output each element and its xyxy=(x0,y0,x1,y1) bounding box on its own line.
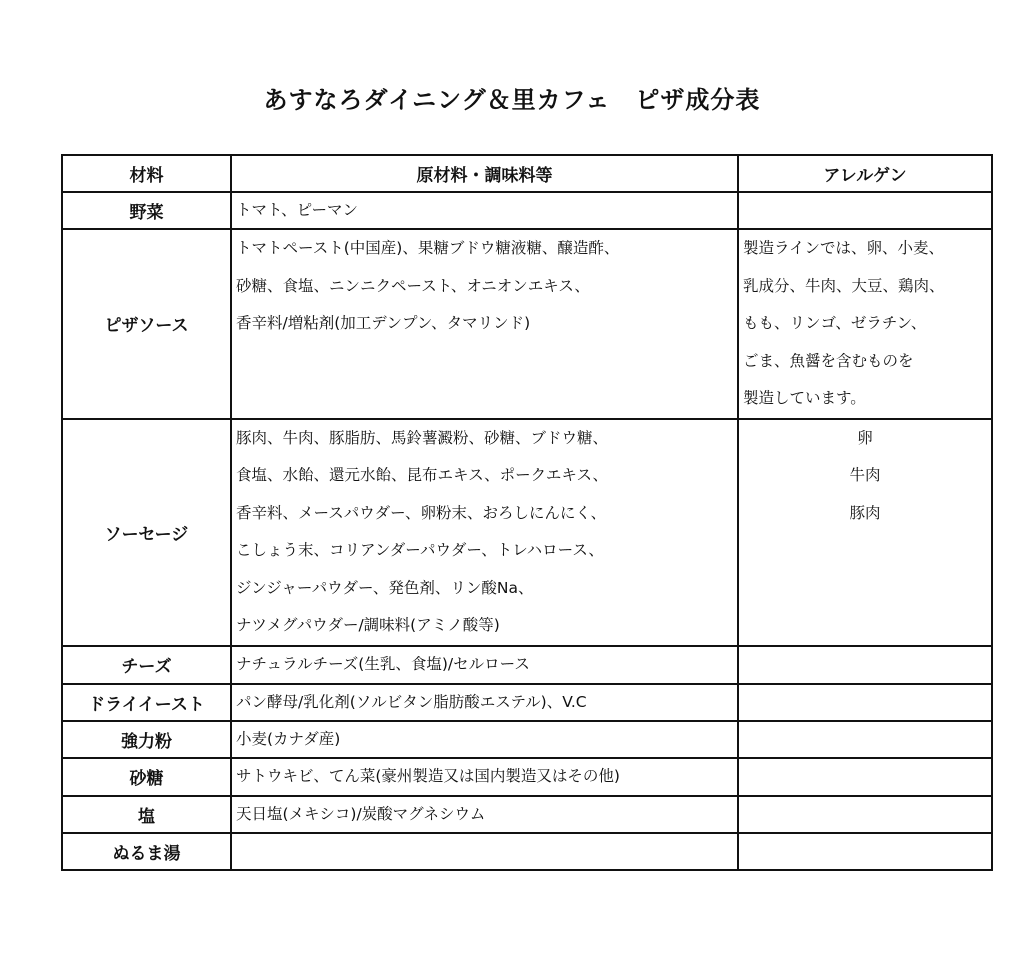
material-cell: 野菜 xyxy=(62,192,231,229)
ingredients-cell xyxy=(231,229,738,419)
ingredient-line: 香辛料、メースパウダー、卵粉末、おろしにんにく、 xyxy=(236,503,607,522)
material-cell: 強力粉 xyxy=(62,721,231,758)
allergen-line: 豚肉 xyxy=(849,503,881,522)
allergen-cell xyxy=(738,833,992,870)
table-row-lukewarm-water xyxy=(62,833,992,870)
ingredient-line: ナツメグパウダー/調味料(アミノ酸等) xyxy=(236,616,500,634)
header-material: 材料 xyxy=(62,155,231,192)
allergen-cell xyxy=(738,758,992,796)
ingredient-line: 天日塩(メキシコ)/炭酸マグネシウム xyxy=(236,804,486,823)
header-ingredients: 原材料・調味料等 xyxy=(231,155,738,192)
allergen-cell xyxy=(738,229,992,419)
ingredient-line: 豚肉、牛肉、豚脂肪、馬鈴薯澱粉、砂糖、ブドウ糖、 xyxy=(236,428,609,447)
table-row-dry-yeast xyxy=(62,684,992,721)
material-cell: ぬるま湯 xyxy=(62,833,231,870)
allergen-line: 乳成分、牛肉、大豆、鶏肉、 xyxy=(743,276,945,295)
ingredient-line: ジンジャーパウダー、発色剤、リン酸Na、 xyxy=(236,578,534,597)
ingredients-cell xyxy=(231,758,738,796)
table-row-salt xyxy=(62,796,992,833)
ingredient-table xyxy=(61,154,993,871)
ingredients-cell xyxy=(231,833,738,870)
table-row-sausage xyxy=(62,419,992,646)
material-cell: 砂糖 xyxy=(62,758,231,796)
ingredients-cell xyxy=(231,796,738,833)
page-title: あすなろダイニング＆里カフェ ピザ成分表 xyxy=(263,86,761,114)
table-row-bread-flour xyxy=(62,721,992,758)
material-cell: ソーセージ xyxy=(62,419,231,646)
ingredient-line: 香辛料/増粘剤(加工デンプン、タマリンド) xyxy=(236,314,531,332)
allergen-cell xyxy=(738,684,992,721)
table-row-vegetables xyxy=(62,192,992,229)
ingredient-line: トマト、ピーマン xyxy=(236,201,358,219)
ingredients-cell xyxy=(231,192,738,229)
ingredient-line: 食塩、水飴、還元水飴、昆布エキス、ポークエキス、 xyxy=(236,466,609,484)
allergen-line: ごま、魚醤を含むものを xyxy=(743,351,914,370)
ingredients-cell xyxy=(231,646,738,684)
material-cell: チーズ xyxy=(62,646,231,684)
allergen-cell xyxy=(738,796,992,833)
material-cell: ピザソース xyxy=(62,229,231,419)
allergen-cell xyxy=(738,419,992,646)
ingredient-line: 小麦(カナダ産) xyxy=(236,729,341,748)
table-row-pizza-sauce xyxy=(62,229,992,419)
allergen-line: 牛肉 xyxy=(849,466,881,484)
allergen-line: もも、リンゴ、ゼラチン、 xyxy=(743,314,927,332)
ingredient-line: ナチュラルチーズ(生乳、食塩)/セルロース xyxy=(236,654,530,673)
allergen-cell xyxy=(738,721,992,758)
table-row-sugar xyxy=(62,758,992,796)
allergen-line: 製造ラインでは、卵、小麦、 xyxy=(743,239,945,257)
allergen-cell xyxy=(738,646,992,684)
ingredient-line: サトウキビ、てん菜(豪州製造又は国内製造又はその他) xyxy=(236,766,620,785)
allergen-line: 卵 xyxy=(857,428,873,447)
material-cell: ドライイースト xyxy=(62,684,231,721)
header-allergen: アレルゲン xyxy=(738,155,992,192)
ingredient-line: パン酵母/乳化剤(ソルビタン脂肪酸エステル)、V.C xyxy=(236,692,587,711)
allergen-cell xyxy=(738,192,992,229)
ingredients-cell xyxy=(231,721,738,758)
table-header-row xyxy=(62,155,992,192)
ingredient-line: トマトペースト(中国産)、果糖ブドウ糖液糖、醸造酢、 xyxy=(236,239,620,257)
ingredient-line: 砂糖、食塩、ニンニクペースト、オニオンエキス、 xyxy=(236,276,590,295)
ingredient-line: こしょう末、コリアンダーパウダー、トレハロース、 xyxy=(236,541,604,559)
ingredients-cell xyxy=(231,419,738,646)
table-row-cheese xyxy=(62,646,992,684)
ingredients-cell xyxy=(231,684,738,721)
allergen-line: 製造しています。 xyxy=(743,389,866,407)
material-cell: 塩 xyxy=(62,796,231,833)
